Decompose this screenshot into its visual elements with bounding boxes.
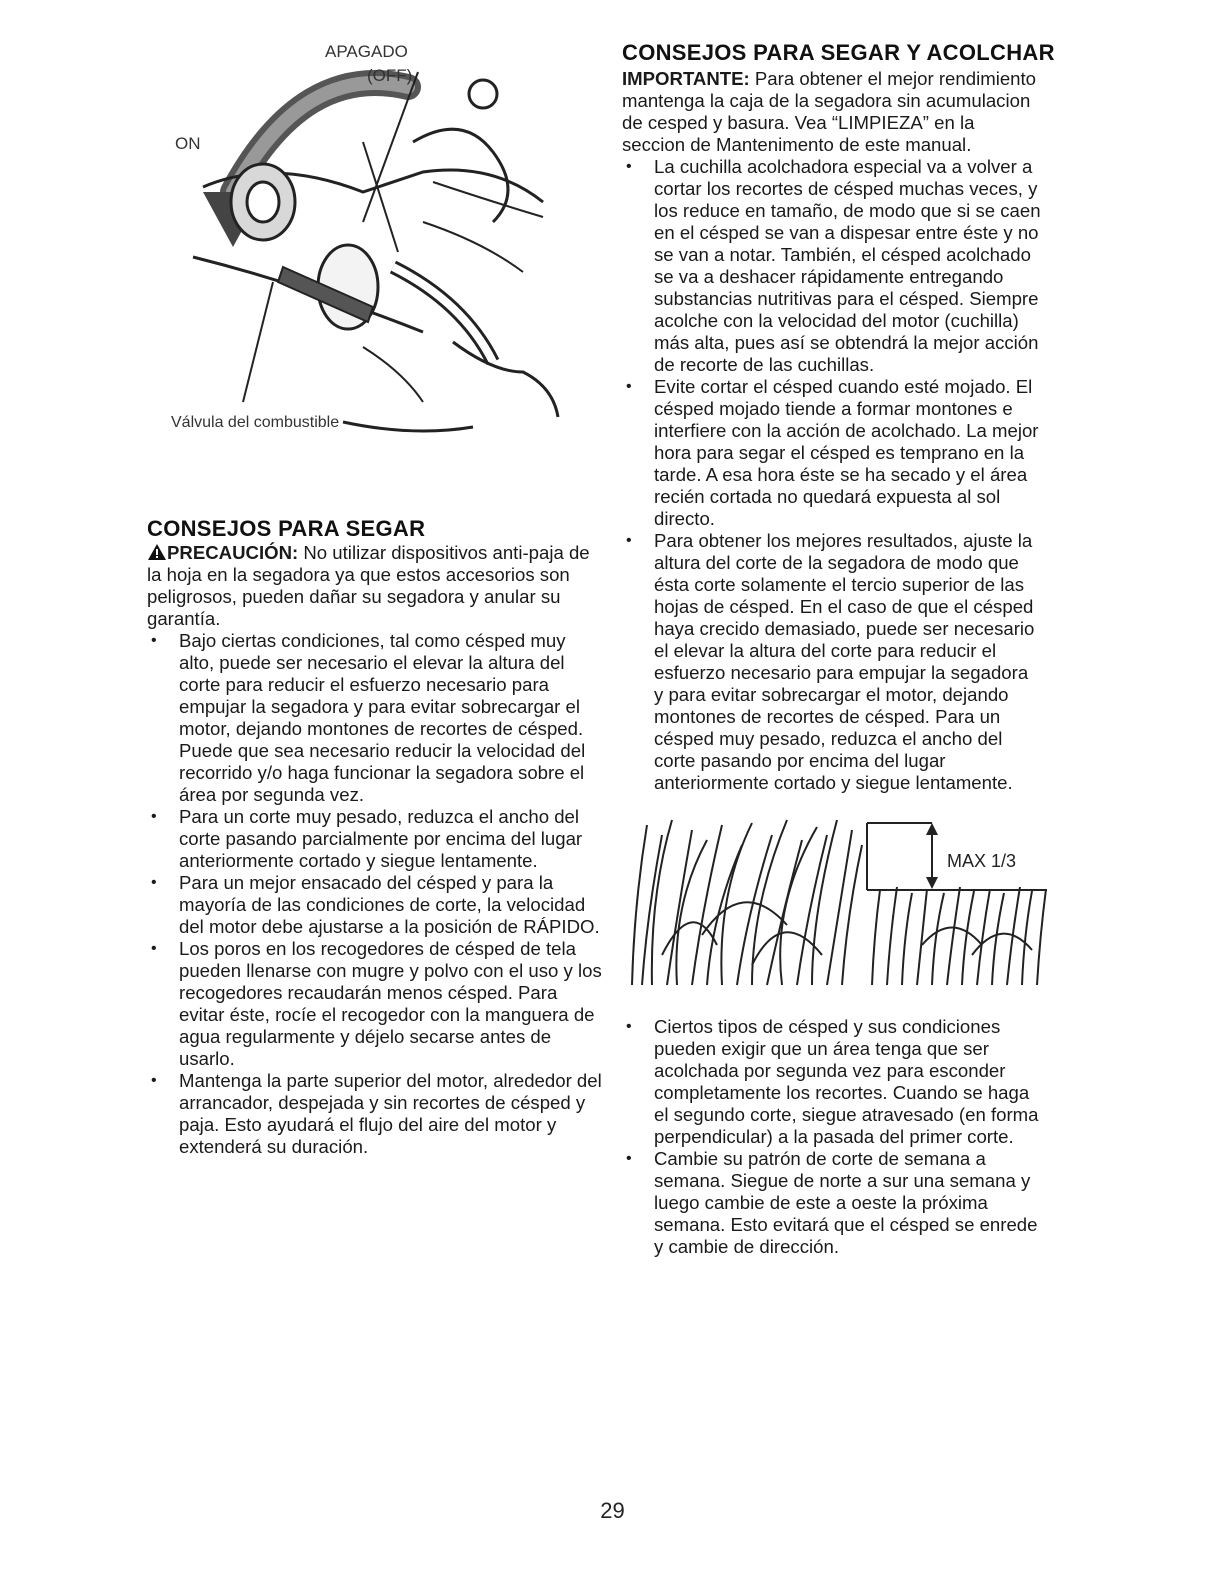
list-item: • Evite cortar el césped cuando esté mojado. El césped mojado tiende a formar montones e interfiere con la acción de acolchado. La mejor hora para segar el césped es temprano en la tarde. A esa hora éste se ha secado y el área recién cortada no quedará expuesta al sol directo. <box>622 376 1042 530</box>
right-text-block-bottom <box>622 1016 1042 1258</box>
caution-text: No utilizar dispositivos anti-paja de la hoja en la segadora ya que estos accesorios son peligrosos, pueden dañar su segadora y anular su garantía. <box>147 542 590 629</box>
caution-paragraph <box>147 542 602 630</box>
page-number: 29 <box>600 1498 625 1523</box>
warning-icon <box>147 543 167 561</box>
grass-cut-height-figure <box>622 815 1052 990</box>
important-text: Para obtener el mejor rendimiento mantenga la caja de la segadora sin acumulacion de cesped y basura. Vea “LIMPIEZA” en la seccion de Mantenimento de este manual. <box>622 68 1037 155</box>
list-item: • La cuchilla acolchadora especial va a volver a cortar los recortes de césped muchas veces, y los reduce en tamaño, de modo que si se caen en el césped se van a dispesar entre éste y no se van a notar. También, el césped acolchado se va a deshacer rápidamente entregando substancias nutritivas para el césped. Siempre acolche con la velocidad del motor (cuchilla) más alta, pues así se obtendrá la mejor acción de recorte de las cuchillas. <box>622 156 1042 376</box>
right-text-block <box>622 68 1042 794</box>
list-item: • Para un corte muy pesado, reduzca el ancho del corte pasando parcialmente por encima del lugar anteriormente cortado y siegue lentamente. <box>147 806 602 872</box>
label-apagado: APAGADO <box>325 42 408 61</box>
right-bullet-list-bottom <box>622 1016 1042 1258</box>
list-item: • Para un mejor ensacado del césped y para la mayoría de las condiciones de corte, la velocidad del motor debe ajustarse a la posición de RÁPIDO. <box>147 872 602 938</box>
list-item: • Ciertos tipos de césped y sus condiciones pueden exigir que un área tenga que ser acolchada por segunda vez para esconder completamente los recortes. Cuando se haga el segundo corte, siegue atravesado (en forma perpendicular) a la pasada del primer corte. <box>622 1016 1042 1148</box>
label-fuel-valve: Válvula del combustible <box>171 414 340 431</box>
label-off: (OFF) <box>367 66 413 85</box>
important-paragraph <box>622 68 1042 156</box>
list-item: • Bajo ciertas condiciones, tal como césped muy alto, puede ser necesario el elevar la altura del corte para reducir el esfuerzo necesario para empujar la segadora y para evitar sobrecargar el motor, dejando montones de recortes de césped. Puede que sea necesario reducir la velocidad del recorrido y/o haga funcionar la segadora sobre el área por segunda vez. <box>147 630 602 806</box>
heading-mowing-tips: CONSEJOS PARA SEGAR <box>147 516 426 541</box>
caution-label: PRECAUCIÓN: <box>167 542 299 563</box>
grass-illustration <box>622 815 1052 990</box>
left-bullet-list <box>147 630 602 1158</box>
list-item: • Los poros en los recogedores de césped de tela pueden llenarse con mugre y polvo con el uso y los recogedores recaudarán menos césped. Para evitar éste, rocíe el recogedor con la manguera de agua regularmente y déjelo secarse antes de usarlo. <box>147 938 602 1070</box>
list-item: • Para obtener los mejores resultados, ajuste la altura del corte de la segadora de modo que ésta corte solamente el tercio superior de las hojas de césped. En el caso de que el césped haya crecido demasiado, puede ser necesario el elevar la altura del corte para reducir el esfuerzo necesario para empujar la segadora y para evitar sobrecargar el motor, dejando montones de recortes de césped. Para un césped muy pesado, reduzca el ancho del corte pasando por encima del lugar anteriormente cortado y siegue lentamente. <box>622 530 1042 794</box>
list-item: • Cambie su patrón de corte de semana a semana. Siegue de norte a sur una semana y luego cambie de este a oeste la próxima semana. Esto evitará que el césped se enrede y cambie de dirección. <box>622 1148 1042 1258</box>
label-max-one-third: MAX 1/3 <box>947 851 1017 871</box>
fuel-valve-illustration <box>163 42 573 442</box>
right-bullet-list-top <box>622 156 1042 794</box>
fuel-valve-figure <box>163 42 573 442</box>
left-text-block <box>147 542 602 1158</box>
heading-mowing-mulching-tips: CONSEJOS PARA SEGAR Y ACOLCHAR <box>622 40 1055 65</box>
important-label: IMPORTANTE: <box>622 68 750 89</box>
list-item: • Mantenga la parte superior del motor, alrededor del arrancador, despejada y sin recortes de césped y paja. Esto ayudará el flujo del aire del motor y extenderá su duración. <box>147 1070 602 1158</box>
label-on: ON <box>175 134 201 153</box>
